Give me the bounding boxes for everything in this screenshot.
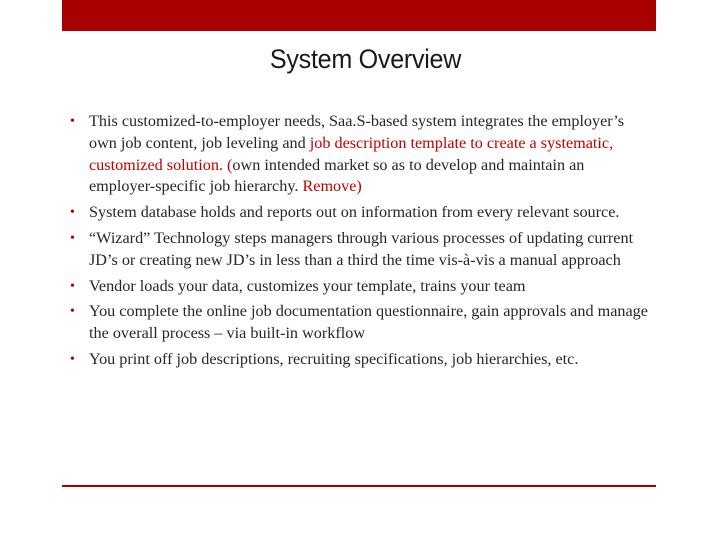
bullet-dot-icon: • [70,304,75,320]
bullet-text: “Wizard” Technology steps managers through various processes of updating current JD’s or creating new JD’s in less than a third the time vis-à-vis a manual approach [89,228,634,269]
bullet-dot-icon: • [70,230,75,246]
bullet-item [70,202,650,224]
bullet-text-highlight: Remove) [302,177,362,196]
bullet-item [70,349,650,371]
bullet-item [70,276,650,298]
bullet-text: This customized-to-employer needs, Saa.S-based system integrates the employer’s own job content, job leveling and [89,112,625,152]
bullet-text: own intended market so as to develop and maintain an employer-specific job hierarchy. [89,155,585,196]
bullet-item [70,228,650,272]
bullet-text: System database holds and reports out on information from every relevant source. [89,203,620,222]
bullet-dot-icon: • [70,278,75,294]
bullet-dot-icon: • [70,205,75,221]
bullet-text: You print off job descriptions, recruiting specifications, job hierarchies, etc. [89,349,579,368]
bullet-text: You complete the online job documentation questionnaire, gain approvals and manage the overall process – via built-in workflow [89,302,648,343]
bullet-item [70,301,650,345]
bottom-rule [62,485,656,487]
slide-title: System Overview [269,44,462,74]
bullet-list [70,111,650,375]
bullet-dot-icon: • [70,351,75,367]
bullet-dot-icon: • [70,114,75,129]
bullet-text: Vendor loads your data, customizes your template, trains your team [89,276,526,295]
bullet-item [70,111,650,198]
top-accent-bar [62,0,656,31]
bullet-text-highlight: job description template to create a systematic, customized solution. ( [89,133,614,174]
